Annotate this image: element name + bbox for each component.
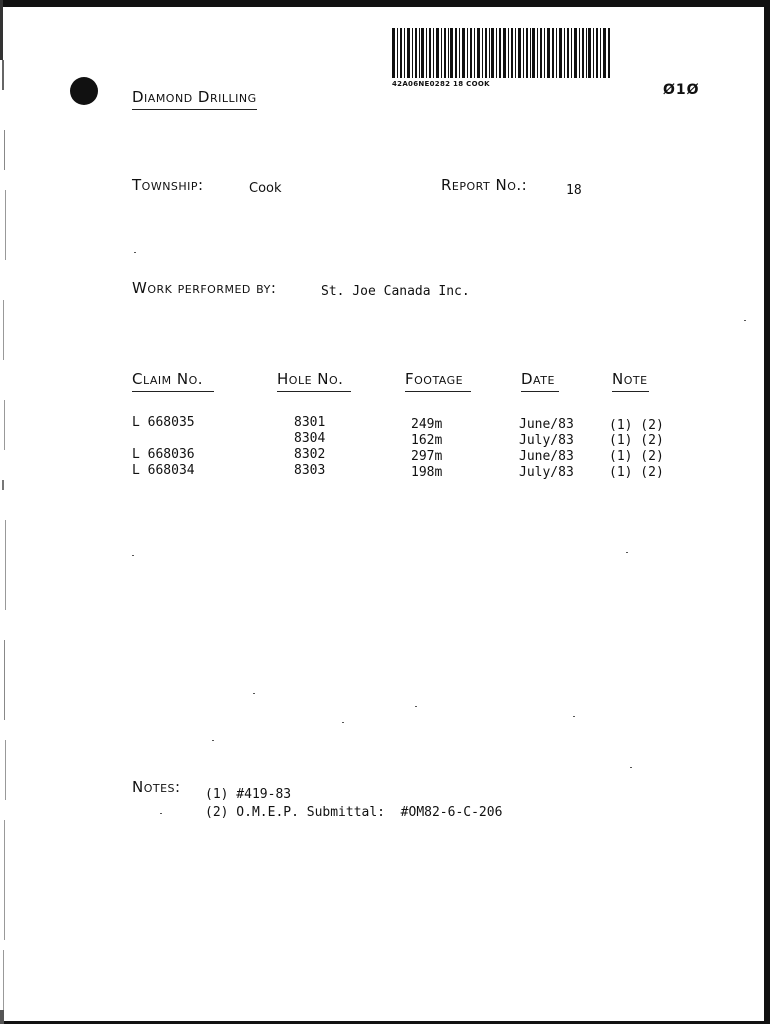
township-label: Township: [132,176,204,194]
column-header-claim: Claim No. [132,370,214,392]
footage-cell: 198m [411,465,443,480]
page-number: Ø1Ø [663,82,700,98]
scan-speck [253,693,255,694]
scan-border-top [0,0,770,7]
report-number-label: Report No.: [441,176,528,194]
claim-cell: L 668034 [132,463,195,478]
claim-cell: L 668036 [132,447,195,462]
note-cell: (1) (2) [609,465,664,480]
document-title: Diamond Drilling [132,88,257,110]
footage-cell: 249m [411,417,443,432]
punch-hole [70,77,98,105]
scan-speck [415,706,417,707]
scan-speck [626,552,628,553]
column-header-note: Note [612,370,649,392]
scan-speck [212,740,214,741]
scan-speck [160,813,162,814]
hole-cell: 8301 [294,415,326,430]
work-performed-value: St. Joe Canada Inc. [321,284,470,299]
scan-speck [630,767,632,768]
note-cell: (1) (2) [609,418,664,433]
date-cell: June/83 [519,417,574,432]
scan-edge-noise [0,0,18,1024]
scan-speck [744,320,746,321]
hole-cell: 8302 [294,447,326,462]
scan-speck [342,722,344,723]
hole-cell: 8304 [294,431,326,446]
scan-speck [134,252,136,253]
note-cell: (1) (2) [609,433,664,448]
note-cell: (1) (2) [609,449,664,464]
footage-cell: 297m [411,449,443,464]
column-header-footage: Footage [405,370,471,392]
column-header-hole: Hole No. [277,370,351,392]
footage-cell: 162m [411,433,443,448]
hole-cell: 8303 [294,463,326,478]
date-cell: June/83 [519,449,574,464]
scan-border-right [764,0,770,1024]
date-cell: July/83 [519,433,574,448]
note-item: (1) #419-83 [205,787,292,802]
claim-cell: L 668035 [132,415,195,430]
work-performed-label: Work performed by: [132,279,277,297]
notes-label: Notes: [132,778,181,796]
barcode-caption: 42A06NE0282 18 COOK [392,80,490,88]
scan-speck [573,716,575,717]
column-header-date: Date [521,370,559,392]
township-value: Cook [249,181,282,196]
barcode [392,28,610,78]
date-cell: July/83 [519,465,574,480]
report-number-value: 18 [566,183,582,198]
note-item: (2) O.M.E.P. Submittal: #OM82-6-C-206 [205,805,503,820]
scan-speck [132,555,134,556]
